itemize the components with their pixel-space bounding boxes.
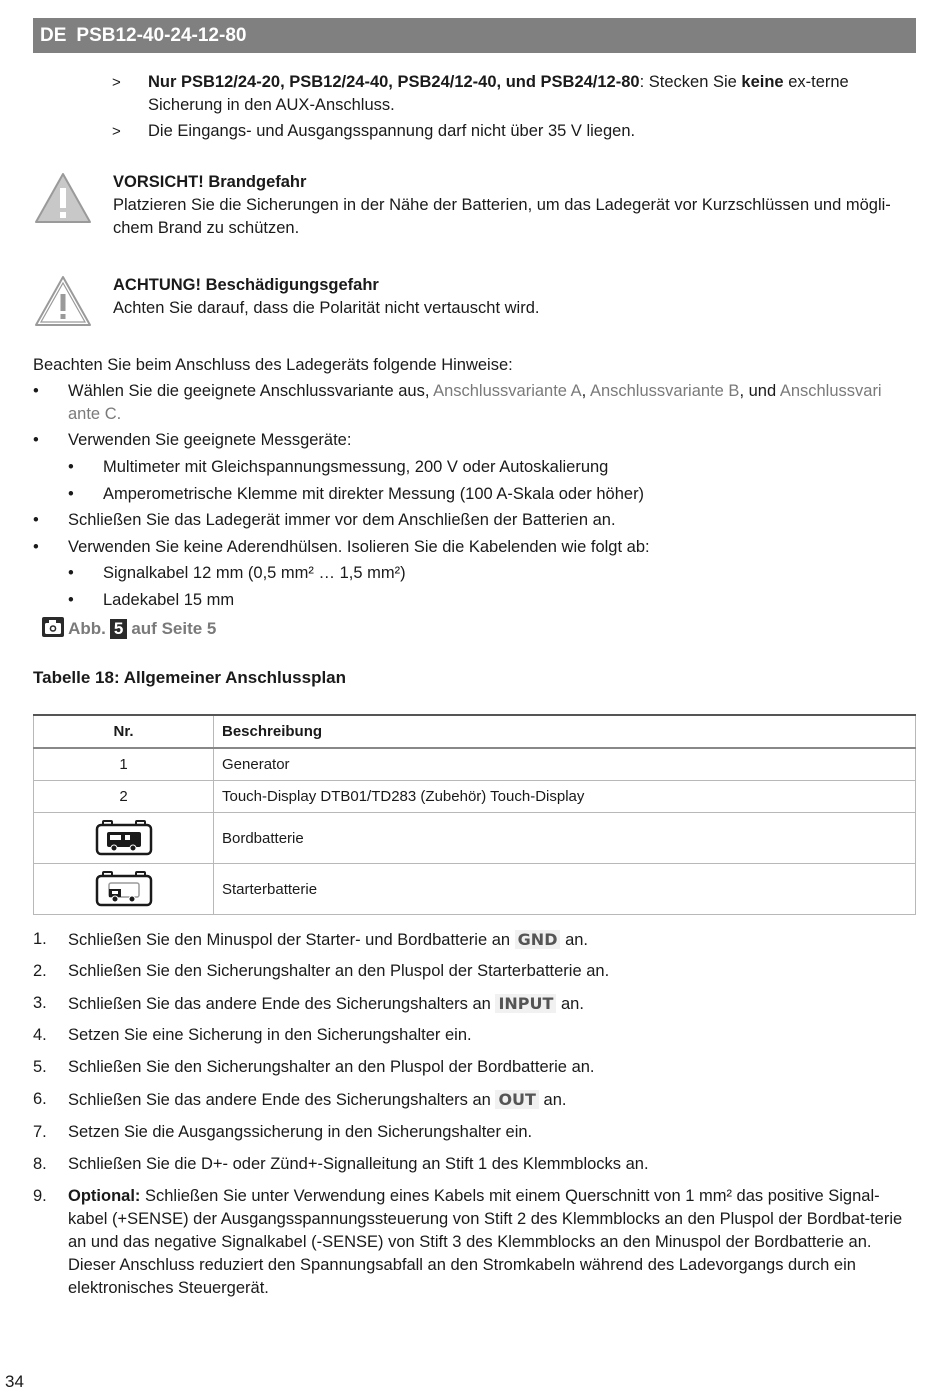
step-text: Schließen Sie den Sicherungshalter an den Pluspol der Starterbatterie an. [68,962,610,980]
step-number: 8. [33,1155,47,1173]
figure-prefix: Abb. [68,619,106,638]
warning-title: ACHTUNG! Beschädigungsgefahr [113,276,379,294]
terminal-label: OUT [495,1090,539,1109]
column-header-description: Beschreibung [214,715,916,748]
step-item [33,992,913,1016]
arrow-marker: > [112,123,121,140]
terminal-label: GND [515,930,561,949]
language-code: DE [40,25,67,46]
bullet-dot: • [33,538,39,556]
step-text: an. [560,931,589,949]
step-item [33,1056,913,1079]
step-item [33,928,913,952]
bullet-text: Verwenden Sie keine Aderendhülsen. Isolieren Sie die Kabelenden wie folgt ab: [68,538,650,556]
step-item [33,960,913,983]
note-bold-models: Nur PSB12/24-20, PSB12/24-40, PSB24/12-40, und PSB24/12-80 [148,73,640,91]
step-item [33,1185,913,1300]
bullet-item [33,509,913,532]
link-variant-b[interactable]: Anschlussvariante B [589,382,740,400]
bullet-dot: • [68,458,74,476]
bullet-item [33,536,913,559]
note-emphasis: keine [741,73,784,91]
step-text: Schließen Sie den Minuspol der Starter- und Bordbatterie an [68,931,515,949]
step-number: 3. [33,994,47,1012]
step-text: Schließen Sie die D+- oder Zünd+-Signalleitung an Stift 1 des Klemmblocks an. [68,1155,649,1173]
step-text: Setzen Sie eine Sicherung in den Sicherungshalter ein. [68,1026,472,1044]
step-item [33,1088,913,1112]
step-number: 2. [33,962,47,980]
bullet-dot: • [33,382,39,400]
step-number: 5. [33,1058,47,1076]
table-row [34,813,916,864]
bullet-text: Verwenden Sie geeignete Messgeräte: [68,431,352,449]
bullet-text: Multimeter mit Gleichspannungsmessung, 200 V oder Autoskalierung [103,458,609,476]
column-header-nr: Nr. [34,715,214,748]
link-variant-a[interactable]: Anschlussvariante A [433,382,582,400]
figure-suffix: auf Seite 5 [131,619,217,638]
model-name: PSB12-40-24-12-80 [76,25,247,46]
step-text: Schließen Sie den Sicherungshalter an den Pluspol der Bordbatterie an. [68,1058,595,1076]
cell-icon [34,864,214,915]
step-text: Schließen Sie das andere Ende des Sicherungshalters an [68,995,496,1013]
bullet-text: Amperometrische Klemme mit direkter Messung (100 A-Skala oder höher) [103,485,645,503]
sub-bullet-item [68,562,913,585]
warning-triangle-icon [33,171,93,225]
note-item [112,71,912,117]
step-text: an. [538,1091,567,1109]
separator: , [581,382,590,400]
step-text: Schließen Sie das andere Ende des Sicherungshalters an [68,1091,496,1109]
intro-text: Beachten Sie beim Anschluss des Ladegeräts folgende Hinweise: [33,356,513,374]
step-item [33,1024,913,1047]
separator: , und [739,382,780,400]
bullet-text: Ladekabel 15 mm [103,591,235,609]
note-text: Die Eingangs- und Ausgangsspannung darf nicht über 35 V liegen. [148,122,636,140]
step-text: an. [556,995,584,1013]
terminal-label: INPUT [495,994,556,1013]
optional-label: Optional: [68,1187,141,1205]
step-number: 4. [33,1026,47,1044]
table-row [34,864,916,915]
step-number: 6. [33,1090,47,1108]
warning-damage [33,274,913,320]
bullet-text: Schließen Sie das Ladegerät immer vor dem Anschließen der Batterien an. [68,511,616,529]
starter-battery-icon [95,871,153,907]
bullet-item [33,429,913,452]
bullet-dot: • [68,564,74,582]
warning-title: VORSICHT! Brandgefahr [113,173,307,191]
service-battery-icon [95,820,153,856]
warning-text: Achten Sie darauf, dass die Polarität nicht vertauscht wird. [113,299,540,317]
sub-bullet-item [68,589,913,612]
cell-description: Bordbatterie [214,813,916,864]
bullet-dot: • [33,511,39,529]
page-header [33,18,916,53]
cell-nr: 1 [34,748,214,781]
sub-bullet-item [68,456,913,479]
bullet-text: Signalkabel 12 mm (0,5 mm² … 1,5 mm²) [103,564,406,582]
bullet-dot: • [33,431,39,449]
step-text: Setzen Sie die Ausgangssicherung in den Sicherungshalter ein. [68,1123,533,1141]
bullet-text: Wählen Sie die geeignete Anschlussvariante aus, [68,382,434,400]
warning-text: Platzieren Sie die Sicherungen in der Nähe der Batterien, um das Ladegerät vor Kurzschlüssen und mögli-chem Brand zu schützen. [113,196,891,237]
step-item [33,1153,913,1176]
warning-triangle-outline-icon [33,274,93,328]
table-caption: Tabelle 18: Allgemeiner Anschlussplan [33,668,347,687]
cell-description: Touch-Display DTB01/TD283 (Zubehör) Touch-Display [214,781,916,813]
sub-bullet-item [68,483,913,506]
table-row [34,748,916,781]
bullet-dot: • [68,485,74,503]
figure-reference[interactable] [42,617,216,641]
bullet-dot: • [68,591,74,609]
note-item [112,120,912,143]
step-number: 7. [33,1123,47,1141]
cell-icon [34,813,214,864]
camera-icon [42,617,64,637]
cell-description: Starterbatterie [214,864,916,915]
bullet-item [33,380,913,426]
warning-fire [33,171,913,240]
page-number: 34 [5,1372,24,1391]
arrow-marker: > [112,74,121,91]
link-variant-c[interactable]: Anschlussvari ante C [68,382,882,423]
cell-description: Generator [214,748,916,781]
step-item [33,1121,913,1144]
table-row [34,781,916,813]
link-end: . [116,405,122,423]
figure-number: 5 [110,619,127,639]
cell-nr: 2 [34,781,214,813]
note-text: ex-terne Sicherung in den AUX-Anschluss. [148,73,849,114]
connection-table [33,714,916,915]
step-number: 9. [33,1187,47,1205]
table-header-row [34,715,916,748]
step-text: Schließen Sie unter Verwendung eines Kabels mit einem Querschnitt von 1 mm² das positive Signal-kabel (+SENSE) der Ausgangsspannungssteuerung von Stift 2 des Klemmblocks an den Pluspol der Bordbat-terie an und das negative Signalkabel (-SENSE) von Stift 3 des Klemmblocks an den Minuspol der Bordbatterie an. Dieser Anschluss reduziert den Spannungsabfall an den Stromkabeln während des Ladevorgangs durch ein elektronisches Steuergerät. [68,1187,903,1297]
step-number: 1. [33,930,47,948]
note-text: : Stecken Sie [639,73,742,91]
